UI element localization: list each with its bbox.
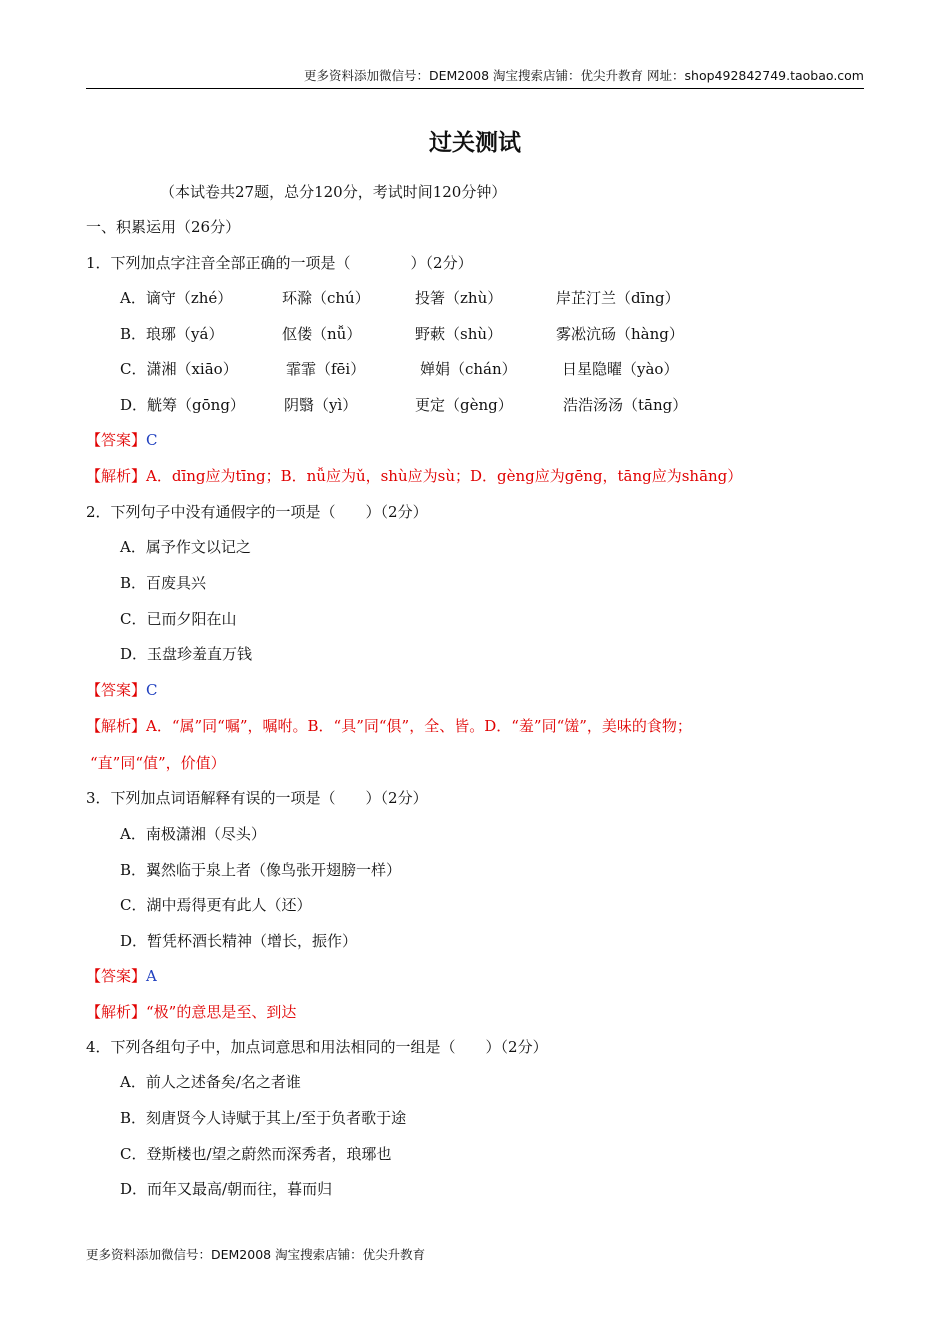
q1-option-c-3: 婵娟（chán） [420, 360, 517, 378]
answer-tag: 【答案】 [86, 967, 147, 985]
analysis-tag: 【解析】 [86, 467, 147, 485]
q1-analysis [86, 466, 742, 486]
q3-answer [86, 966, 157, 986]
q3-option-c: C．湖中焉得更有此人（还） [120, 896, 312, 914]
q1-option-a-4: 岸芷汀兰（dīng） [556, 289, 680, 307]
q1-option-c-1: C．潇湘（xiāo） [120, 360, 238, 378]
q4-stem: 4．下列各组句子中，加点词意思和用法相同的一组是（ ）（2分） [86, 1038, 548, 1056]
q2-option-d: D．玉盘珍羞直万钱 [120, 645, 253, 663]
page-title: 过关测试 [429, 130, 521, 156]
q3-analysis [86, 1002, 296, 1022]
q1-option-a-1: A．谪守（zhé） [120, 289, 233, 307]
exam-note: （本试卷共27题，总分120分，考试时间120分钟） [160, 183, 507, 201]
q1-option-c-2: 霏霏（fēi） [286, 360, 366, 378]
q1-option-d-2: 阴翳（yì） [284, 396, 358, 414]
q1-answer [86, 430, 158, 450]
q4-option-c: C．登斯楼也/望之蔚然而深秀者，琅琊也 [120, 1145, 392, 1163]
answer-value: C [146, 681, 158, 699]
analysis-tag: 【解析】 [86, 1003, 147, 1021]
q1-option-d-4: 浩浩汤汤（tāng） [563, 396, 688, 414]
q1-option-d-3: 更定（gèng） [415, 396, 513, 414]
q2-answer [86, 680, 158, 700]
q1-option-b-2: 伛偻（nǚ） [282, 325, 362, 343]
q4-option-d: D．而年又最高/朝而往，暮而归 [120, 1180, 333, 1198]
q1-option-b-3: 野蔌（shù） [415, 325, 503, 343]
q2-option-a: A．属予作文以记之 [120, 538, 251, 556]
q3-option-d: D．暂凭杯酒长精神（增长，振作） [120, 932, 358, 950]
q4-option-b: B．刻唐贤今人诗赋于其上/至于负者歌于途 [120, 1109, 407, 1127]
answer-tag: 【答案】 [86, 681, 147, 699]
q1-option-b-4: 雾凇沆砀（hàng） [556, 325, 684, 343]
q1-stem: 1．下列加点字注音全部正确的一项是（ ）（2分） [86, 254, 473, 272]
answer-value: A [146, 967, 157, 985]
q4-option-a: A．前人之述备矣/名之者谁 [120, 1073, 301, 1091]
analysis-text: A．dīng应为tīng；B．nǚ应为ǔ，shù应为sù；D．gèng应为gēng，tāng应为shāng） [146, 467, 743, 485]
page-footer: 更多资料添加微信号：DEM2008 淘宝搜索店铺：优尖升教育 [86, 1247, 426, 1262]
q2-analysis [86, 716, 692, 736]
q1-option-a-3: 投箸（zhù） [415, 289, 503, 307]
q2-stem: 2．下列句子中没有通假字的一项是（ ）（2分） [86, 503, 428, 521]
analysis-text: “极”的意思是至、到达 [146, 1003, 297, 1021]
q1-option-c-4: 日星隐曜（yào） [562, 360, 679, 378]
q1-option-a-2: 环滁（chú） [282, 289, 370, 307]
q1-option-d-1: D．觥筹（gōng） [120, 396, 245, 414]
q3-option-b: B．翼然临于泉上者（像鸟张开翅膀一样） [120, 861, 402, 879]
section-heading: 一、积累运用（26分） [86, 218, 241, 236]
q3-stem: 3．下列加点词语解释有误的一项是（ ）（2分） [86, 789, 428, 807]
q2-option-c: C．已而夕阳在山 [120, 610, 237, 628]
q3-option-a: A．南极潇湘（尽头） [120, 825, 266, 843]
analysis-tag: 【解析】 [86, 717, 147, 735]
q1-option-b-1: B．琅琊（yá） [120, 325, 224, 343]
answer-value: C [146, 431, 158, 449]
page-header: 更多资料添加微信号：DEM2008 淘宝搜索店铺：优尖升教育 网址：shop492842749.taobao.com [86, 66, 864, 89]
answer-tag: 【答案】 [86, 431, 147, 449]
q2-analysis-cont: “直”同“值”，价值） [90, 754, 226, 772]
analysis-text: A．“属”同“嘱”，嘱咐。B．“具”同“俱”，全、皆。D．“羞”同“馐”，美味的食物； [146, 717, 692, 735]
q2-option-b: B．百废具兴 [120, 574, 207, 592]
